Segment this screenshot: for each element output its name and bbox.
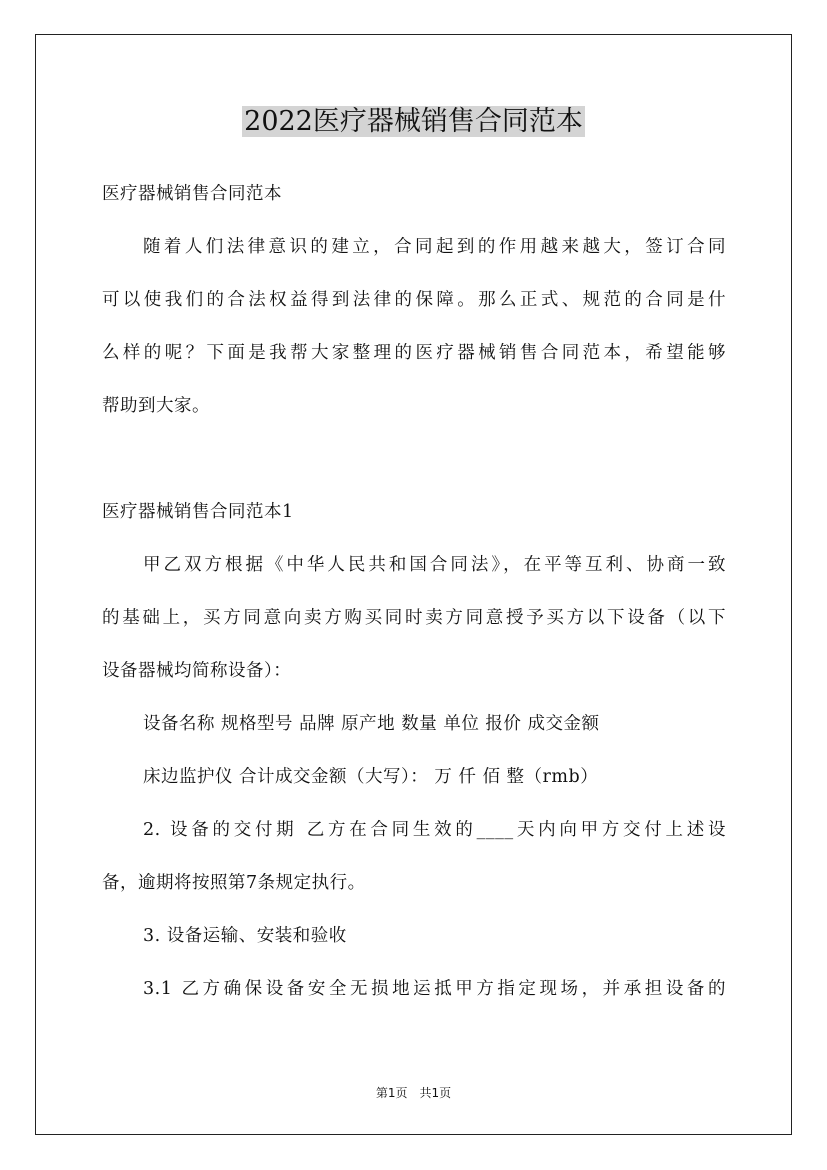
line-spacer <box>102 850 726 863</box>
document-body <box>102 174 726 1009</box>
body-text-line: 可以使我们的合法权益得到法律的保障。那么正式、规范的合同是什 <box>102 290 726 310</box>
body-text-line: 么样的呢？下面是我帮大家整理的医疗器械销售合同范本，希望能够 <box>102 343 726 363</box>
line-spacer <box>102 691 726 704</box>
page-total: 共1页 <box>419 1086 452 1100</box>
body-text-line: 医疗器械销售合同范本 <box>102 184 282 204</box>
body-text-line: 的基础上，买方同意向卖方购买同时卖方同意授予买方以下设备（以下 <box>102 608 726 628</box>
line-spacer <box>102 744 726 757</box>
body-text-line: 备，逾期将按照第7条规定执行。 <box>102 873 366 893</box>
line-spacer <box>102 585 726 598</box>
line-spacer <box>102 320 726 333</box>
body-text-line: 医疗器械销售合同范本1 <box>102 502 294 522</box>
section-gap <box>102 439 726 492</box>
body-text-line: 帮助到大家。 <box>102 396 210 416</box>
document-title-text: 2022医疗器械销售合同范本 <box>244 106 583 137</box>
body-text-line: 2. 设备的交付期 乙方在合同生效的____天内向甲方交付上述设 <box>143 820 726 840</box>
line-spacer <box>102 426 726 439</box>
body-text-line: 甲乙双方根据《中华人民共和国合同法》，在平等互利、协商一致 <box>143 555 726 575</box>
line-spacer <box>102 532 726 545</box>
body-text-line: 设备器械均简称设备）： <box>102 661 292 681</box>
line-spacer <box>102 638 726 651</box>
body-text-line: 3. 设备运输、安装和验收 <box>143 926 347 946</box>
page-footer <box>0 1084 827 1101</box>
body-text-line: 随着人们法律意识的建立，合同起到的作用越来越大，签订合同 <box>143 237 726 257</box>
body-text-line: 床边监护仪 合计成交金额（大写）： 万 仟 佰 整（rmb） <box>143 767 599 787</box>
page-number: 第1页 <box>375 1086 408 1100</box>
line-spacer <box>102 214 726 227</box>
body-text-line: 3.1 乙方确保设备安全无损地运抵甲方指定现场，并承担设备的 <box>143 979 726 999</box>
document-title <box>0 102 827 142</box>
line-spacer <box>102 797 726 810</box>
line-spacer <box>102 903 726 916</box>
line-spacer <box>102 956 726 969</box>
body-text-line: 设备名称 规格型号 品牌 原产地 数量 单位 报价 成交金额 <box>143 714 600 734</box>
line-spacer <box>102 373 726 386</box>
line-spacer <box>102 267 726 280</box>
